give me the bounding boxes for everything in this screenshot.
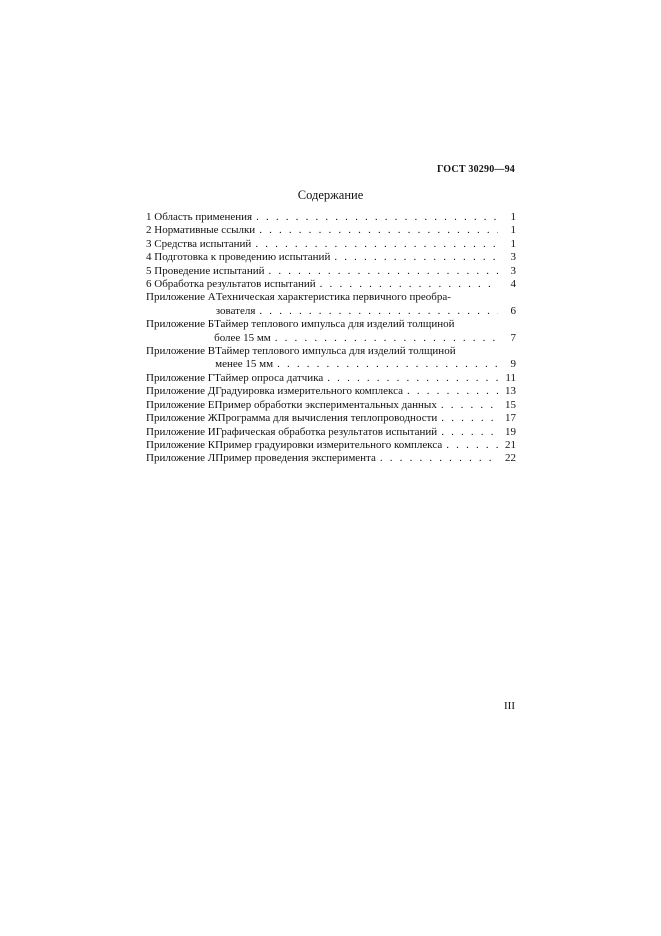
dot-leader — [327, 372, 498, 385]
table-of-contents — [146, 211, 516, 466]
dot-leader — [259, 305, 498, 318]
toc-entry[interactable] — [146, 224, 516, 237]
toc-entry-prefix: Приложение Е — [146, 398, 215, 411]
toc-entry-prefix: Приложение Д — [146, 385, 216, 398]
dot-leader — [256, 211, 498, 224]
dot-leader — [380, 452, 498, 465]
dot-leader — [259, 224, 498, 237]
toc-entry-title: менее 15 мм — [215, 358, 274, 371]
toc-entry-title: Пример проведения эксперимента — [215, 452, 376, 465]
toc-entry-page: 3 — [510, 264, 516, 277]
toc-entry-prefix: Приложение И — [146, 425, 216, 438]
toc-entry-title: более 15 мм — [214, 331, 271, 344]
dot-leader — [277, 358, 498, 371]
dot-leader — [275, 332, 498, 345]
toc-entry-title: 1 Область применения — [146, 211, 253, 223]
toc-entry-page: 17 — [505, 412, 516, 425]
toc-entry[interactable] — [146, 399, 516, 412]
dot-leader — [268, 265, 498, 278]
toc-entry-page: 22 — [505, 452, 516, 465]
toc-entry-page: 9 — [510, 358, 516, 371]
toc-entry[interactable] — [146, 265, 516, 278]
toc-entry-page: 1 — [510, 224, 516, 237]
toc-entry[interactable] — [146, 345, 516, 372]
toc-entry[interactable] — [146, 318, 516, 345]
toc-entry[interactable] — [146, 412, 516, 425]
toc-entry[interactable] — [146, 251, 516, 264]
toc-entry-page: 3 — [510, 251, 516, 264]
toc-entry-title: Таймер опроса датчика — [214, 371, 324, 384]
toc-title: Содержание — [297, 188, 364, 202]
toc-entry[interactable] — [146, 385, 516, 398]
dot-leader — [255, 238, 498, 251]
toc-entry-prefix: Приложение В — [146, 345, 216, 358]
toc-entry-title: 6 Обработка результатов испытаний — [146, 278, 316, 291]
toc-entry[interactable] — [146, 278, 516, 291]
toc-entry-prefix: Приложение Г — [146, 371, 215, 384]
toc-entry-title: 3 Средства испытаний — [146, 237, 252, 250]
dot-leader — [407, 385, 498, 398]
toc-entry-page: 21 — [505, 438, 516, 451]
toc-entry-title: Градуировка измерительного комплекса — [215, 385, 403, 398]
page-number: III — [504, 700, 515, 712]
toc-entry-page: 4 — [510, 278, 516, 291]
standard-code: ГОСТ 30290—94 — [436, 164, 515, 175]
toc-entry-title: 4 Подготовка к проведению испытаний — [146, 251, 331, 264]
toc-entry-page: 19 — [505, 425, 516, 438]
toc-entry-title: Пример градуировки измерительного комплекса — [215, 438, 443, 451]
toc-entry-title: 5 Проведение испытаний — [146, 264, 265, 277]
toc-entry[interactable] — [146, 439, 516, 452]
toc-entry-title: Таймер теплового импульса для изделий толщиной — [215, 345, 456, 358]
toc-entry[interactable] — [146, 372, 516, 385]
toc-entry-page: 1 — [510, 237, 516, 250]
toc-entry[interactable] — [146, 238, 516, 251]
toc-entry-page: 1 — [510, 211, 516, 223]
dot-leader — [441, 426, 498, 439]
dot-leader — [334, 251, 498, 264]
toc-entry-page: 13 — [505, 385, 516, 398]
toc-entry-title: Программа для вычисления теплопроводности — [217, 412, 438, 425]
toc-entry-prefix: Приложение А — [146, 291, 216, 304]
toc-entry-prefix: Приложение Л — [146, 452, 216, 465]
toc-entry[interactable] — [146, 452, 516, 465]
toc-entry-prefix: Приложение Ж — [146, 412, 218, 425]
toc-entry-prefix: Приложение К — [146, 438, 216, 451]
toc-entry-page: 15 — [505, 398, 516, 411]
dot-leader — [446, 439, 498, 452]
dot-leader — [441, 412, 498, 425]
toc-entry[interactable] — [146, 291, 516, 318]
toc-entry-title: Пример обработки экспериментальных данных — [214, 398, 437, 411]
toc-entry-page: 11 — [505, 371, 516, 384]
toc-entry-prefix: Приложение Б — [146, 318, 215, 331]
toc-entry[interactable] — [146, 426, 516, 439]
toc-entry-title: Техническая характеристика первичного преобра- — [215, 291, 451, 304]
toc-entry[interactable] — [146, 211, 516, 224]
toc-entry-title: 2 Нормативные ссылки — [146, 224, 256, 237]
toc-entry-title: зователя — [215, 304, 256, 317]
toc-entry-page: 7 — [510, 331, 516, 344]
toc-entry-title: Таймер теплового импульса для изделий толщиной — [214, 318, 455, 331]
dot-leader — [441, 399, 498, 412]
toc-entry-page: 6 — [510, 304, 516, 317]
dot-leader — [320, 278, 498, 291]
toc-entry-title: Графическая обработка результатов испытаний — [215, 425, 438, 438]
